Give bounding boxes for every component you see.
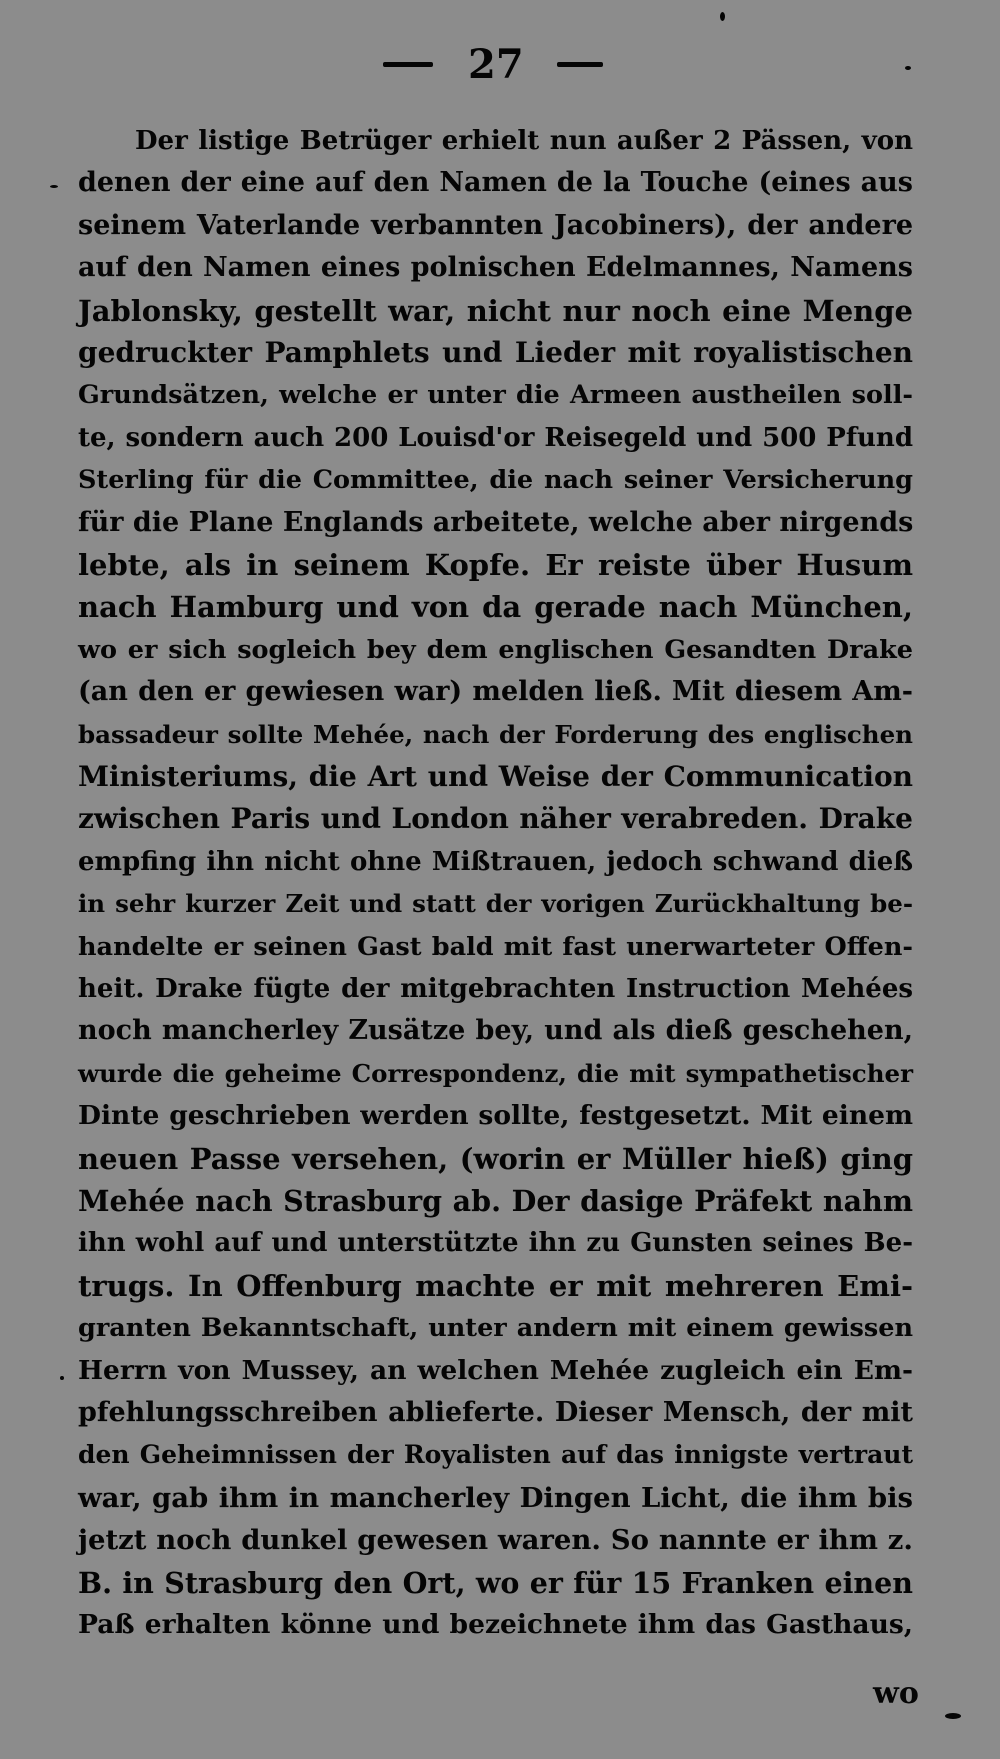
text-line: (an den er gewiesen war) melden ließ. Mit diesem Am- [78, 676, 913, 708]
text-line: handelte er seinen Gast bald mit fast unerwarteter Offen- [78, 931, 913, 962]
text-line: Ministeriums, die Art und Weise der Communication [78, 760, 913, 793]
page-number: 27 [468, 41, 524, 88]
catchword: wo [873, 1676, 919, 1711]
scan-speck [945, 1713, 961, 1719]
text-line: war, gab ihm in mancherley Dingen Licht, die ihm bis [78, 1481, 913, 1514]
text-line: zwischen Paris und London näher verabreden. Drake [78, 802, 913, 836]
text-line: denen der eine auf den Namen de la Touche (eines aus [78, 167, 913, 199]
text-line: Der listige Betrüger erhielt nun außer 2 Pässen, von [135, 126, 913, 156]
text-line: Dinte geschrieben werden sollte, festgesetzt. Mit einem [78, 1100, 913, 1132]
header-dash-right [557, 62, 603, 67]
text-line: B. in Strasburg den Ort, wo er für 15 Franken einen [78, 1565, 913, 1600]
text-line: Mehée nach Strasburg ab. Der dasige Präfekt nahm [78, 1184, 913, 1218]
text-line: wurde die geheime Correspondenz, die mit sympathetischer [78, 1058, 913, 1088]
text-line: jetzt noch dunkel gewesen waren. So nannte er ihm z. [78, 1524, 913, 1557]
text-line: trugs. In Offenburg machte er mit mehreren Emi- [78, 1268, 913, 1303]
text-line: den Geheimnissen der Royalisten auf das innigste vertraut [78, 1440, 913, 1470]
text-line: Jablonsky, gestellt war, nicht nur noch eine Menge [78, 293, 913, 328]
text-line: te, sondern auch 200 Louisd'or Reisegeld und 500 Pfund [78, 422, 913, 453]
text-line: ihn wohl auf und unterstützte ihn zu Gunsten seines Be- [78, 1228, 913, 1259]
text-line: Grundsätzen, welche er unter die Armeen austheilen soll- [78, 380, 913, 411]
scan-speck [60, 1376, 64, 1380]
text-line: in sehr kurzer Zeit und statt der vorigen Zurückhaltung be- [78, 889, 913, 919]
scan-speck [720, 12, 725, 21]
text-line: Herrn von Mussey, an welchen Mehée zugleich ein Em- [78, 1354, 913, 1386]
scan-speck [905, 66, 911, 70]
text-line: Paß erhalten könne und bezeichnete ihm das Gasthaus, [78, 1609, 913, 1640]
text-line: noch mancherley Zusätze bey, und als dieß geschehen, [78, 1015, 913, 1047]
text-line: lebte, als in seinem Kopfe. Er reiste über Husum [78, 548, 913, 582]
text-line: für die Plane Englands arbeitete, welche aber nirgends [78, 506, 914, 538]
text-line: gedruckter Pamphlets und Lieder mit royalistischen [78, 336, 913, 369]
text-line: seinem Vaterlande verbannten Jacobiners), der andere [78, 209, 913, 241]
page-header [0, 40, 1000, 90]
text-line: Sterling für die Committee, die nach seiner Versicherung [78, 465, 913, 496]
text-line: granten Bekanntschaft, unter andern mit einem gewissen [78, 1313, 913, 1344]
text-line: neuen Passe versehen, (worin er Müller hieß) ging [78, 1141, 913, 1176]
text-line: empfing ihn nicht ohne Mißtrauen, jedoch schwand dieß [78, 846, 913, 877]
text-line: wo er sich sogleich bey dem englischen Gesandten Drake [78, 634, 913, 665]
header-dash-left [383, 62, 433, 67]
text-line: heit. Drake fügte der mitgebrachten Instruction Mehées [78, 974, 913, 1004]
text-line: nach Hamburg und von da gerade nach München, [78, 590, 913, 625]
text-line: auf den Namen eines polnischen Edelmannes, Namens [78, 252, 913, 284]
scan-speck [50, 185, 58, 188]
text-line: bassadeur sollte Mehée, nach der Forderung des englischen [78, 719, 913, 749]
text-line: pfehlungsschreiben ablieferte. Dieser Mensch, der mit [78, 1397, 913, 1428]
